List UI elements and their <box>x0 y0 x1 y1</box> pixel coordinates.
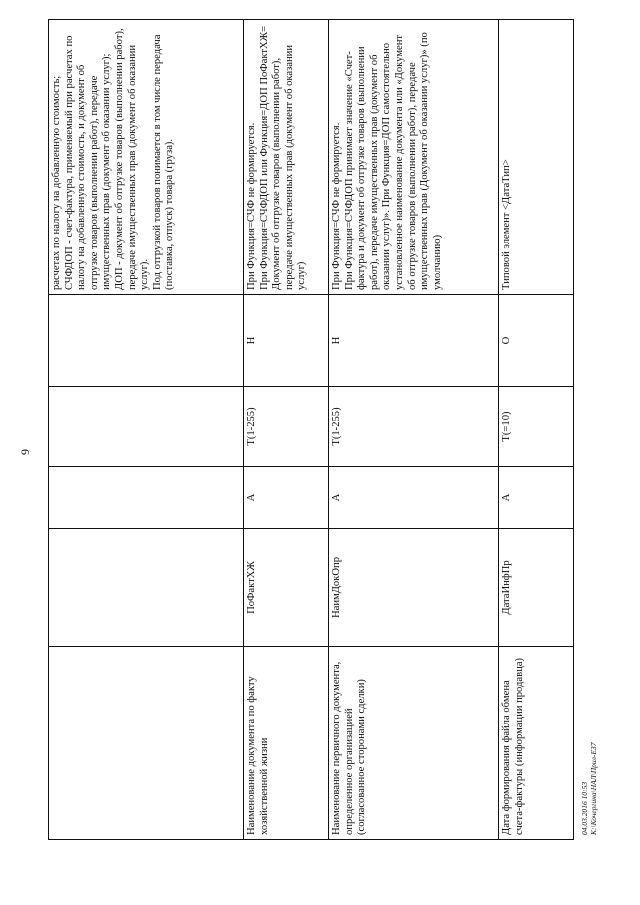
element-format-cell: T(=10) <box>499 387 574 467</box>
element-format-cell: T(1-255) <box>244 387 329 467</box>
description-line: Под отгрузкой товаров понимается в том числе передача (поставка, отпуск) товара (груза). <box>151 34 176 290</box>
element-format-cell: T(1-255) <box>329 387 499 467</box>
element-form-cell <box>49 467 244 529</box>
element-description-cell <box>329 20 499 295</box>
element-form-cell: А <box>329 467 499 529</box>
element-format-cell <box>49 387 244 467</box>
description-line: При Функция=СЧФДОП принимает значение «Счет-фактура и документ об отгрузке товаров (выполнении работ), передаче имущественных прав (документ об оказании услуг)». При Функция=ДОП самостоятельно установленное наименование документа или «Документ об отгрузке товаров (выполнении работ), передаче имущественных прав (Документ об оказании услуг)» (по умолчанию) <box>343 32 443 290</box>
element-form-cell: А <box>499 467 574 529</box>
element-name-cell: Наименование первичного документа, определенное организацией (согласованное сторонами сделки) <box>329 647 499 840</box>
element-name-cell <box>49 647 244 840</box>
file-stamp-path: K:\Кочергина\НАЛ\Прил-E37 <box>589 742 598 835</box>
element-required-cell <box>49 295 244 387</box>
element-required-cell: Н <box>329 295 499 387</box>
description-line: ДОП - документ об отгрузке товаров (выполнении работ), передаче имущественных прав (документ об оказании услуг). <box>113 28 151 290</box>
description-line: Типовой элемент <ДатаТип> <box>501 159 512 290</box>
description-line: При Функция=СЧФ не формируется. <box>331 122 342 290</box>
element-code-cell <box>49 529 244 647</box>
element-required-cell: О <box>499 295 574 387</box>
table-row <box>49 20 244 840</box>
element-code-cell: ДатаИнфПр <box>499 529 574 647</box>
element-name-cell: Наименование документа по факту хозяйственной жизни <box>244 647 329 840</box>
element-code-cell: ПоФактХЖ <box>244 529 329 647</box>
format-table <box>48 19 574 840</box>
description-line: СЧФДОП - счет-фактура, применяемый при расчетах по налогу на добавленную стоимость, и документ об отгрузке товаров (выполнении работ), передаче имущественных прав (документ об оказании услуг); <box>63 35 113 290</box>
file-stamp-date: 04.03.2016 10:53 <box>580 781 589 835</box>
table-row <box>244 20 329 840</box>
description-line: расчетах по налогу на добавленную стоимость; <box>51 75 62 290</box>
element-code-cell: НаимДокОпр <box>329 529 499 647</box>
element-name-cell: Дата формирования файла обмена счета-фактуры (информации продавца) <box>499 647 574 840</box>
table-row <box>499 20 574 840</box>
description-line: При Функция=СЧФ не формируется. <box>246 122 257 290</box>
element-description-cell <box>499 20 574 295</box>
element-form-cell: А <box>244 467 329 529</box>
description-line: При Функция=СЧФДОП или Функция=ДОП ПоФактХЖ= Документ об отгрузке товаров (выполнении работ), передаче имущественных прав (документ об оказании услуг) <box>258 25 308 290</box>
element-required-cell: Н <box>244 295 329 387</box>
page-number: 9 <box>18 449 32 455</box>
element-description-cell <box>49 20 244 295</box>
table-row <box>329 20 499 840</box>
file-stamp <box>580 743 598 836</box>
element-description-cell <box>244 20 329 295</box>
